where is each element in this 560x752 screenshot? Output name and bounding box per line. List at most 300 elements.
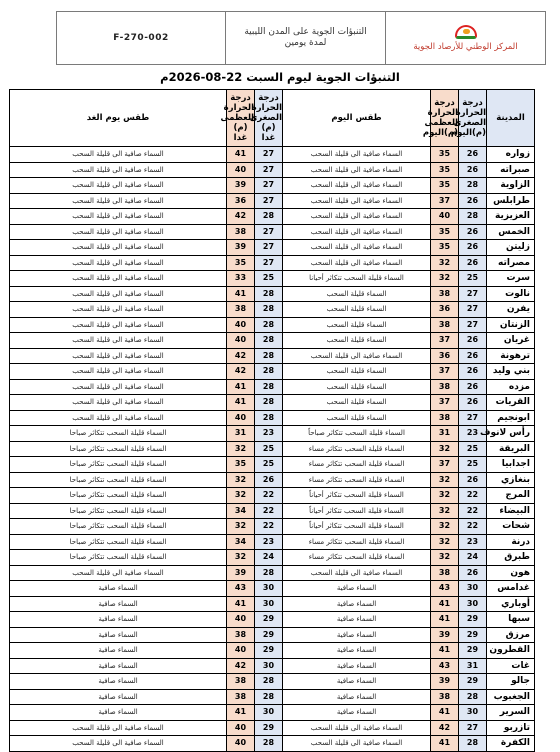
max-today-cell: 31 bbox=[431, 426, 459, 442]
max-today-cell: 32 bbox=[431, 503, 459, 519]
table-row bbox=[10, 550, 535, 566]
table-row bbox=[10, 643, 535, 659]
max-today-cell: 38 bbox=[431, 286, 459, 302]
max-today-cell: 35 bbox=[431, 162, 459, 178]
max-tomorrow-cell: 40 bbox=[227, 736, 255, 752]
weather-today-cell: السماء صافية الى قليلة السحب bbox=[283, 565, 431, 581]
max-tomorrow-cell: 32 bbox=[227, 472, 255, 488]
table-row bbox=[10, 364, 535, 380]
city-cell: البريقة bbox=[487, 441, 535, 457]
center-name: المركز الوطني للأرصاد الجوية bbox=[413, 41, 518, 52]
max-today-cell: 39 bbox=[431, 674, 459, 690]
max-tomorrow-cell: 41 bbox=[227, 395, 255, 411]
min-today-cell: 28 bbox=[459, 736, 487, 752]
weather-today-cell: السماء صافية الى قليلة السحب bbox=[283, 720, 431, 736]
max-tomorrow-cell: 39 bbox=[227, 178, 255, 194]
table-row bbox=[10, 395, 535, 411]
min-today-cell: 29 bbox=[459, 612, 487, 628]
weather-today-cell: السماء صافية الى قليلة السحب bbox=[283, 178, 431, 194]
min-today-cell: 29 bbox=[459, 674, 487, 690]
min-tomorrow-cell: 28 bbox=[255, 333, 283, 349]
max-tomorrow-cell: 42 bbox=[227, 348, 255, 364]
max-today-cell: 38 bbox=[431, 689, 459, 705]
weather-today-cell: السماء قليلة السحب تتكاثر أحيانا bbox=[283, 271, 431, 287]
min-tomorrow-cell: 30 bbox=[255, 705, 283, 721]
min-tomorrow-cell: 27 bbox=[255, 193, 283, 209]
max-tomorrow-cell: 40 bbox=[227, 333, 255, 349]
table-row bbox=[10, 503, 535, 519]
table-row bbox=[10, 193, 535, 209]
weather-today-cell: السماء قليلة السحب bbox=[283, 395, 431, 411]
weather-today-cell: السماء قليلة السحب bbox=[283, 302, 431, 318]
min-tomorrow-cell: 28 bbox=[255, 302, 283, 318]
city-cell: غات bbox=[487, 658, 535, 674]
min-tomorrow-cell: 28 bbox=[255, 379, 283, 395]
min-today-cell: 22 bbox=[459, 519, 487, 535]
table-row bbox=[10, 689, 535, 705]
weather-tomorrow-cell: السماء صافية الى قليلة السحب bbox=[10, 720, 227, 736]
min-today-cell: 26 bbox=[459, 240, 487, 256]
table-row bbox=[10, 457, 535, 473]
weather-today-cell: السماء صافية bbox=[283, 612, 431, 628]
max-tomorrow-cell: 35 bbox=[227, 255, 255, 271]
weather-today-cell: السماء صافية bbox=[283, 581, 431, 597]
max-today-cell: 36 bbox=[431, 348, 459, 364]
weather-tomorrow-cell: السماء صافية الى قليلة السحب bbox=[10, 395, 227, 411]
city-cell: القريات bbox=[487, 395, 535, 411]
table-row bbox=[10, 472, 535, 488]
max-tomorrow-cell: 32 bbox=[227, 488, 255, 504]
weather-today-cell: السماء قليلة السحب bbox=[283, 410, 431, 426]
max-tomorrow-cell: 38 bbox=[227, 689, 255, 705]
weather-today-cell: السماء صافية bbox=[283, 643, 431, 659]
table-row bbox=[10, 426, 535, 442]
city-cell: مرزق bbox=[487, 627, 535, 643]
weather-today-cell: السماء صافية الى قليلة السحب bbox=[283, 224, 431, 240]
table-row bbox=[10, 612, 535, 628]
weather-today-cell: السماء صافية bbox=[283, 689, 431, 705]
city-cell: شحات bbox=[487, 519, 535, 535]
min-today-cell: 26 bbox=[459, 348, 487, 364]
min-today-cell: 23 bbox=[459, 426, 487, 442]
city-cell: اجدابيا bbox=[487, 457, 535, 473]
min-tomorrow-cell: 29 bbox=[255, 720, 283, 736]
min-tomorrow-cell: 28 bbox=[255, 565, 283, 581]
weather-tomorrow-cell: السماء قليلة السحب تتكاثر صباحا bbox=[10, 488, 227, 504]
max-tomorrow-cell: 40 bbox=[227, 317, 255, 333]
max-today-cell: 38 bbox=[431, 565, 459, 581]
min-tomorrow-cell: 27 bbox=[255, 224, 283, 240]
weather-tomorrow-cell: السماء صافية bbox=[10, 643, 227, 659]
max-tomorrow-cell: 39 bbox=[227, 240, 255, 256]
table-row bbox=[10, 534, 535, 550]
col-header-min-today: درجة الحرارة الصغرى (م)اليوم bbox=[459, 90, 487, 147]
table-row bbox=[10, 286, 535, 302]
max-tomorrow-cell: 34 bbox=[227, 503, 255, 519]
weather-today-cell: السماء صافية الى قليلة السحب bbox=[283, 209, 431, 225]
table-row bbox=[10, 596, 535, 612]
city-cell: زليتن bbox=[487, 240, 535, 256]
weather-tomorrow-cell: السماء صافية bbox=[10, 627, 227, 643]
city-cell: صبراته bbox=[487, 162, 535, 178]
city-cell: العزيزية bbox=[487, 209, 535, 225]
min-today-cell: 29 bbox=[459, 643, 487, 659]
max-today-cell: 37 bbox=[431, 395, 459, 411]
weather-tomorrow-cell: السماء صافية الى قليلة السحب bbox=[10, 240, 227, 256]
max-tomorrow-cell: 32 bbox=[227, 519, 255, 535]
table-row bbox=[10, 147, 535, 163]
max-tomorrow-cell: 42 bbox=[227, 364, 255, 380]
table-row bbox=[10, 658, 535, 674]
weather-tomorrow-cell: السماء صافية الى قليلة السحب bbox=[10, 193, 227, 209]
max-today-cell: 35 bbox=[431, 147, 459, 163]
min-today-cell: 30 bbox=[459, 596, 487, 612]
weather-tomorrow-cell: السماء صافية bbox=[10, 596, 227, 612]
min-today-cell: 26 bbox=[459, 333, 487, 349]
weather-tomorrow-cell: السماء صافية الى قليلة السحب bbox=[10, 317, 227, 333]
weather-tomorrow-cell: السماء قليلة السحب تتكاثر صباحا bbox=[10, 472, 227, 488]
min-tomorrow-cell: 28 bbox=[255, 410, 283, 426]
weather-tomorrow-cell: السماء صافية الى قليلة السحب bbox=[10, 364, 227, 380]
weather-tomorrow-cell: السماء صافية الى قليلة السحب bbox=[10, 302, 227, 318]
weather-today-cell: السماء قليلة السحب تتكاثر أحياناً bbox=[283, 488, 431, 504]
max-today-cell: 41 bbox=[431, 736, 459, 752]
min-today-cell: 26 bbox=[459, 395, 487, 411]
form-code: F-270-002 bbox=[113, 33, 169, 43]
min-today-cell: 25 bbox=[459, 271, 487, 287]
min-today-cell: 26 bbox=[459, 193, 487, 209]
table-row bbox=[10, 519, 535, 535]
min-tomorrow-cell: 22 bbox=[255, 488, 283, 504]
col-header-weather-today: طقس اليوم bbox=[283, 90, 431, 147]
weather-tomorrow-cell: السماء صافية الى قليلة السحب bbox=[10, 224, 227, 240]
col-header-max-today: درجة الحرارة العظمى (م)اليوم bbox=[431, 90, 459, 147]
weather-tomorrow-cell: السماء صافية bbox=[10, 612, 227, 628]
max-today-cell: 32 bbox=[431, 550, 459, 566]
city-cell: المرج bbox=[487, 488, 535, 504]
weather-today-cell: السماء قليلة السحب تتكاثر صباحاً bbox=[283, 426, 431, 442]
min-today-cell: 28 bbox=[459, 689, 487, 705]
max-tomorrow-cell: 36 bbox=[227, 193, 255, 209]
city-cell: طبرق bbox=[487, 550, 535, 566]
weather-tomorrow-cell: السماء صافية bbox=[10, 689, 227, 705]
city-cell: تازربو bbox=[487, 720, 535, 736]
max-tomorrow-cell: 40 bbox=[227, 410, 255, 426]
min-tomorrow-cell: 29 bbox=[255, 612, 283, 628]
weather-today-cell: السماء قليلة السحب bbox=[283, 317, 431, 333]
table-row bbox=[10, 410, 535, 426]
weather-today-cell: السماء صافية الى قليلة السحب bbox=[283, 240, 431, 256]
max-tomorrow-cell: 42 bbox=[227, 658, 255, 674]
max-today-cell: 38 bbox=[431, 317, 459, 333]
min-today-cell: 26 bbox=[459, 255, 487, 271]
min-tomorrow-cell: 27 bbox=[255, 147, 283, 163]
min-today-cell: 30 bbox=[459, 705, 487, 721]
city-cell: درنة bbox=[487, 534, 535, 550]
max-tomorrow-cell: 35 bbox=[227, 457, 255, 473]
min-today-cell: 24 bbox=[459, 550, 487, 566]
max-today-cell: 35 bbox=[431, 224, 459, 240]
max-tomorrow-cell: 33 bbox=[227, 271, 255, 287]
max-today-cell: 37 bbox=[431, 364, 459, 380]
max-today-cell: 32 bbox=[431, 534, 459, 550]
min-tomorrow-cell: 27 bbox=[255, 240, 283, 256]
weather-tomorrow-cell: السماء صافية bbox=[10, 581, 227, 597]
max-tomorrow-cell: 43 bbox=[227, 581, 255, 597]
weather-tomorrow-cell: السماء قليلة السحب تتكاثر صباحا bbox=[10, 519, 227, 535]
min-tomorrow-cell: 28 bbox=[255, 689, 283, 705]
table-row bbox=[10, 705, 535, 721]
min-today-cell: 26 bbox=[459, 162, 487, 178]
table-row bbox=[10, 162, 535, 178]
max-today-cell: 32 bbox=[431, 271, 459, 287]
max-today-cell: 32 bbox=[431, 255, 459, 271]
min-tomorrow-cell: 25 bbox=[255, 457, 283, 473]
weather-today-cell: السماء قليلة السحب bbox=[283, 333, 431, 349]
max-today-cell: 35 bbox=[431, 178, 459, 194]
table-row bbox=[10, 581, 535, 597]
min-today-cell: 26 bbox=[459, 364, 487, 380]
weather-today-cell: السماء قليلة السحب تتكاثر أحياناً bbox=[283, 503, 431, 519]
page-title: التنبؤات الجوية ليوم السبت 22-08-2026م bbox=[160, 70, 400, 84]
min-today-cell: 23 bbox=[459, 534, 487, 550]
max-tomorrow-cell: 40 bbox=[227, 612, 255, 628]
min-tomorrow-cell: 22 bbox=[255, 519, 283, 535]
weather-tomorrow-cell: السماء صافية الى قليلة السحب bbox=[10, 147, 227, 163]
col-header-city: المدينة bbox=[487, 90, 535, 147]
max-today-cell: 38 bbox=[431, 410, 459, 426]
min-tomorrow-cell: 23 bbox=[255, 534, 283, 550]
city-cell: أوباري bbox=[487, 596, 535, 612]
forecast-table bbox=[9, 89, 535, 752]
weather-tomorrow-cell: السماء صافية الى قليلة السحب bbox=[10, 255, 227, 271]
max-tomorrow-cell: 32 bbox=[227, 441, 255, 457]
min-today-cell: 28 bbox=[459, 209, 487, 225]
min-tomorrow-cell: 30 bbox=[255, 581, 283, 597]
table-row bbox=[10, 240, 535, 256]
weather-tomorrow-cell: السماء صافية الى قليلة السحب bbox=[10, 736, 227, 752]
city-cell: ابونجيم bbox=[487, 410, 535, 426]
min-tomorrow-cell: 22 bbox=[255, 503, 283, 519]
city-cell: الزاوية bbox=[487, 178, 535, 194]
table-body bbox=[10, 147, 535, 752]
min-tomorrow-cell: 27 bbox=[255, 255, 283, 271]
weather-today-cell: السماء صافية bbox=[283, 658, 431, 674]
weather-today-cell: السماء صافية الى قليلة السحب bbox=[283, 736, 431, 752]
max-tomorrow-cell: 38 bbox=[227, 674, 255, 690]
min-tomorrow-cell: 28 bbox=[255, 364, 283, 380]
table-row bbox=[10, 255, 535, 271]
city-cell: سبها bbox=[487, 612, 535, 628]
weather-today-cell: السماء صافية bbox=[283, 705, 431, 721]
min-today-cell: 31 bbox=[459, 658, 487, 674]
weather-today-cell: السماء قليلة السحب تتكاثر مساء bbox=[283, 472, 431, 488]
table-row bbox=[10, 271, 535, 287]
city-cell: البيضاء bbox=[487, 503, 535, 519]
max-today-cell: 32 bbox=[431, 519, 459, 535]
max-tomorrow-cell: 41 bbox=[227, 596, 255, 612]
max-tomorrow-cell: 40 bbox=[227, 162, 255, 178]
city-cell: الخمس bbox=[487, 224, 535, 240]
weather-logo-icon bbox=[455, 25, 477, 39]
city-cell: مزده bbox=[487, 379, 535, 395]
table-row bbox=[10, 333, 535, 349]
min-today-cell: 28 bbox=[459, 178, 487, 194]
min-tomorrow-cell: 29 bbox=[255, 643, 283, 659]
min-tomorrow-cell: 28 bbox=[255, 674, 283, 690]
weather-today-cell: السماء صافية bbox=[283, 627, 431, 643]
min-tomorrow-cell: 24 bbox=[255, 550, 283, 566]
min-tomorrow-cell: 30 bbox=[255, 658, 283, 674]
weather-tomorrow-cell: السماء قليلة السحب تتكاثر صباحا bbox=[10, 534, 227, 550]
max-today-cell: 40 bbox=[431, 209, 459, 225]
max-today-cell: 32 bbox=[431, 488, 459, 504]
weather-tomorrow-cell: السماء قليلة السحب تتكاثر صباحا bbox=[10, 426, 227, 442]
city-cell: زواره bbox=[487, 147, 535, 163]
min-tomorrow-cell: 25 bbox=[255, 271, 283, 287]
max-today-cell: 39 bbox=[431, 627, 459, 643]
weather-today-cell: السماء قليلة السحب تتكاثر أحياناً bbox=[283, 519, 431, 535]
weather-today-cell: السماء قليلة السحب تتكاثر مساء bbox=[283, 457, 431, 473]
weather-tomorrow-cell: السماء صافية الى قليلة السحب bbox=[10, 565, 227, 581]
weather-today-cell: السماء قليلة السحب تتكاثر مساء bbox=[283, 534, 431, 550]
weather-tomorrow-cell: السماء صافية الى قليلة السحب bbox=[10, 286, 227, 302]
weather-tomorrow-cell: السماء صافية bbox=[10, 705, 227, 721]
max-tomorrow-cell: 38 bbox=[227, 224, 255, 240]
weather-tomorrow-cell: السماء صافية الى قليلة السحب bbox=[10, 271, 227, 287]
max-tomorrow-cell: 34 bbox=[227, 534, 255, 550]
min-tomorrow-cell: 29 bbox=[255, 627, 283, 643]
min-today-cell: 26 bbox=[459, 472, 487, 488]
max-today-cell: 32 bbox=[431, 472, 459, 488]
city-cell: غدامس bbox=[487, 581, 535, 597]
weather-tomorrow-cell: السماء صافية bbox=[10, 674, 227, 690]
weather-tomorrow-cell: السماء صافية bbox=[10, 658, 227, 674]
max-tomorrow-cell: 31 bbox=[227, 426, 255, 442]
col-header-min-tomorrow: درجة الحرارة الصغرى (م) غدا bbox=[255, 90, 283, 147]
min-tomorrow-cell: 27 bbox=[255, 162, 283, 178]
weather-today-cell: السماء قليلة السحب bbox=[283, 379, 431, 395]
max-tomorrow-cell: 40 bbox=[227, 643, 255, 659]
header-title-cell bbox=[225, 12, 385, 64]
weather-today-cell: السماء قليلة السحب bbox=[283, 286, 431, 302]
table-row bbox=[10, 736, 535, 752]
max-today-cell: 42 bbox=[431, 720, 459, 736]
table-row bbox=[10, 348, 535, 364]
min-today-cell: 27 bbox=[459, 302, 487, 318]
max-tomorrow-cell: 41 bbox=[227, 286, 255, 302]
min-today-cell: 27 bbox=[459, 720, 487, 736]
weather-tomorrow-cell: السماء صافية الى قليلة السحب bbox=[10, 162, 227, 178]
min-tomorrow-cell: 28 bbox=[255, 209, 283, 225]
weather-today-cell: السماء صافية bbox=[283, 674, 431, 690]
weather-tomorrow-cell: السماء قليلة السحب تتكاثر صباحا bbox=[10, 503, 227, 519]
max-today-cell: 41 bbox=[431, 705, 459, 721]
table-row bbox=[10, 178, 535, 194]
city-cell: رأس لانوف bbox=[487, 426, 535, 442]
weather-today-cell: السماء صافية الى قليلة السحب bbox=[283, 348, 431, 364]
city-cell: السرير bbox=[487, 705, 535, 721]
max-today-cell: 38 bbox=[431, 379, 459, 395]
weather-today-cell: السماء صافية الى قليلة السحب bbox=[283, 255, 431, 271]
table-row bbox=[10, 302, 535, 318]
min-today-cell: 26 bbox=[459, 379, 487, 395]
table-header-row bbox=[10, 90, 535, 147]
table-row bbox=[10, 674, 535, 690]
max-today-cell: 37 bbox=[431, 193, 459, 209]
max-tomorrow-cell: 42 bbox=[227, 209, 255, 225]
min-tomorrow-cell: 23 bbox=[255, 426, 283, 442]
city-cell: طرابلس bbox=[487, 193, 535, 209]
max-today-cell: 43 bbox=[431, 581, 459, 597]
min-tomorrow-cell: 28 bbox=[255, 348, 283, 364]
min-tomorrow-cell: 30 bbox=[255, 596, 283, 612]
table-row bbox=[10, 565, 535, 581]
min-today-cell: 22 bbox=[459, 503, 487, 519]
min-today-cell: 27 bbox=[459, 317, 487, 333]
min-today-cell: 29 bbox=[459, 627, 487, 643]
city-cell: نالوت bbox=[487, 286, 535, 302]
document-header bbox=[56, 11, 546, 65]
min-tomorrow-cell: 26 bbox=[255, 472, 283, 488]
max-today-cell: 32 bbox=[431, 441, 459, 457]
city-cell: بنغازي bbox=[487, 472, 535, 488]
max-tomorrow-cell: 41 bbox=[227, 379, 255, 395]
weather-today-cell: السماء قليلة السحب تتكاثر مساء bbox=[283, 441, 431, 457]
weather-today-cell: السماء صافية الى قليلة السحب bbox=[283, 147, 431, 163]
max-tomorrow-cell: 39 bbox=[227, 565, 255, 581]
city-cell: بني وليد bbox=[487, 364, 535, 380]
min-today-cell: 26 bbox=[459, 224, 487, 240]
weather-tomorrow-cell: السماء قليلة السحب تتكاثر صباحا bbox=[10, 550, 227, 566]
table-row bbox=[10, 488, 535, 504]
weather-tomorrow-cell: السماء قليلة السحب تتكاثر صباحا bbox=[10, 441, 227, 457]
min-today-cell: 25 bbox=[459, 457, 487, 473]
weather-tomorrow-cell: السماء صافية الى قليلة السحب bbox=[10, 333, 227, 349]
max-today-cell: 41 bbox=[431, 612, 459, 628]
min-tomorrow-cell: 28 bbox=[255, 395, 283, 411]
min-tomorrow-cell: 25 bbox=[255, 441, 283, 457]
min-today-cell: 27 bbox=[459, 286, 487, 302]
min-today-cell: 25 bbox=[459, 441, 487, 457]
city-cell: يفرن bbox=[487, 302, 535, 318]
min-today-cell: 22 bbox=[459, 488, 487, 504]
weather-today-cell: السماء صافية bbox=[283, 596, 431, 612]
header-title-line1: التنبؤات الجوية على المدن الليبية bbox=[244, 27, 367, 37]
city-cell: ترهونة bbox=[487, 348, 535, 364]
min-today-cell: 26 bbox=[459, 147, 487, 163]
city-cell: الجغبوب bbox=[487, 689, 535, 705]
weather-today-cell: السماء صافية الى قليلة السحب bbox=[283, 193, 431, 209]
weather-tomorrow-cell: السماء صافية الى قليلة السحب bbox=[10, 379, 227, 395]
min-tomorrow-cell: 28 bbox=[255, 317, 283, 333]
weather-tomorrow-cell: السماء صافية الى قليلة السحب bbox=[10, 178, 227, 194]
weather-today-cell: السماء قليلة السحب bbox=[283, 364, 431, 380]
table-row bbox=[10, 317, 535, 333]
weather-tomorrow-cell: السماء قليلة السحب تتكاثر صباحا bbox=[10, 457, 227, 473]
city-cell: مصراته bbox=[487, 255, 535, 271]
min-tomorrow-cell: 28 bbox=[255, 286, 283, 302]
min-tomorrow-cell: 28 bbox=[255, 736, 283, 752]
weather-today-cell: السماء صافية الى قليلة السحب bbox=[283, 162, 431, 178]
max-today-cell: 43 bbox=[431, 658, 459, 674]
city-cell: غريان bbox=[487, 333, 535, 349]
col-header-max-tomorrow: درجة الحرارة العظمى (م) غدا bbox=[227, 90, 255, 147]
weather-today-cell: السماء قليلة السحب تتكاثر مساء bbox=[283, 550, 431, 566]
table-row bbox=[10, 224, 535, 240]
table-row bbox=[10, 627, 535, 643]
table-row bbox=[10, 720, 535, 736]
